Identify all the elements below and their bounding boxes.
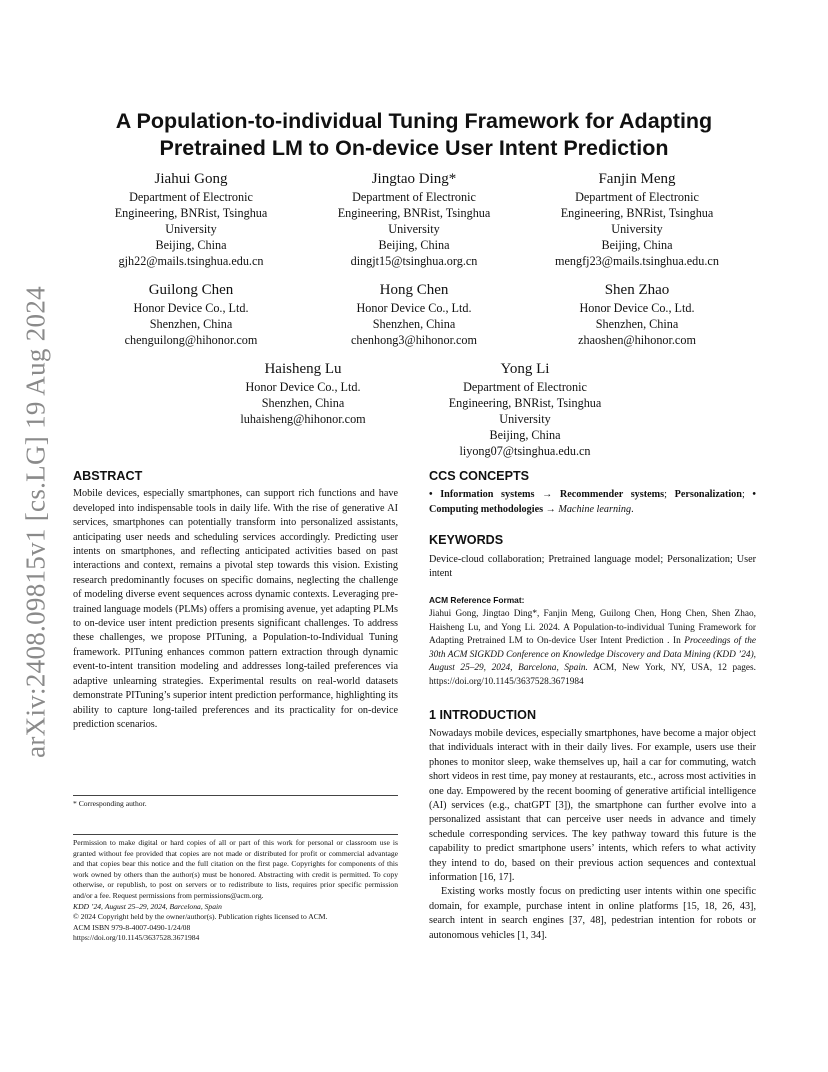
author-block (200, 360, 406, 427)
author-email[interactable]: mengfj23@mails.tsinghua.edu.cn (555, 254, 719, 268)
author-affiliation: Honor Device Co., Ltd. (245, 380, 361, 394)
author-block (88, 281, 294, 348)
author-affiliation: Department of Electronic (352, 190, 476, 204)
author-affiliation: University (499, 412, 551, 426)
right-column (429, 469, 756, 943)
isbn: ACM ISBN 979-8-4007-0490-1/24/08 (73, 922, 191, 932)
keywords-text: Device-cloud collaboration; Pretrained language model; Personalization; User intent (429, 553, 756, 580)
author-affiliation: Engineering, BNRist, Tsinghua (337, 206, 491, 220)
reference-format (429, 594, 756, 689)
ccs-item: Information systems (440, 489, 535, 501)
author-affiliation: Honor Device Co., Ltd. (356, 301, 472, 315)
reference-authors: Jiahui Gong, Jingtao Ding*, Fanjin Meng, Guilong Chen, Hong Chen, Shen Zhao, Haisheng Lu, and Yong Li. 2024. A Population-to-individual Tuning Framework for Adapting Pretrained LM to On-device User Intent Prediction . In (429, 609, 756, 647)
arxiv-identifier[interactable]: arXiv:2408.09815v1 [cs.LG] 19 Aug 2024 (20, 286, 51, 758)
author-name: Haisheng Lu (264, 361, 342, 377)
author-affiliation: Department of Electronic (575, 190, 699, 204)
author-location: Beijing, China (155, 238, 227, 252)
author-affiliation: Engineering, BNRist, Tsinghua (448, 396, 602, 410)
author-affiliation: University (611, 222, 663, 236)
author-affiliation: Honor Device Co., Ltd. (133, 301, 249, 315)
author-email[interactable]: chenguilong@hihonor.com (124, 333, 258, 347)
author-affiliation: Engineering, BNRist, Tsinghua (560, 206, 714, 220)
author-email[interactable]: gjh22@mails.tsinghua.edu.cn (118, 254, 264, 268)
author-name: Jingtao Ding* (371, 171, 457, 187)
copyright-notice: © 2024 Copyright held by the owner/author(s). Publication rights licensed to ACM. (73, 912, 328, 922)
permission-block (73, 838, 398, 944)
author-affiliation: Department of Electronic (129, 190, 253, 204)
title-line-1: A Population-to-individual Tuning Framework for Adapting (115, 109, 713, 133)
author-location: Beijing, China (601, 238, 673, 252)
author-name: Fanjin Meng (598, 171, 676, 187)
introduction-paragraph: Nowadays mobile devices, especially smartphones, have become a major object that individuals interact with in their daily lives. For example, users use their phones to monitor sleep, wake themselves up, hail a car for commuting, watch short videos in rest time, pay money at restaurants, etc., across most activities in one day. Empowered by the recent booming of generative artificial intelligence (AI) services (e.g., chatGPT [3]), the smartphone can further evolve into a personalized assistant that can perceive user needs in advance and timely schedule corresponding services. The key pathway toward this future is the capability to predict smartphone users’ intents, which refers to what activity they intend to do, based on their previous action sequences and contextual information [16, 17]. (429, 728, 756, 884)
reference-format-heading: ACM Reference Format: (429, 595, 525, 606)
introduction-heading: 1 INTRODUCTION (429, 707, 537, 722)
ccs-heading: CCS CONCEPTS (429, 469, 530, 483)
author-name: Hong Chen (379, 282, 449, 298)
reference-tail: ACM, New York, NY, USA, 12 pages. https://doi.org/10.1145/3637528.3671984 (429, 663, 756, 687)
author-affiliation: Department of Electronic (463, 380, 587, 394)
author-block (311, 281, 517, 348)
ccs-concepts: • Information systems → Recommender systems; Personalization; • Computing methodologies → Machine learning. (429, 489, 756, 515)
doi-link[interactable]: https://doi.org/10.1145/3637528.3671984 (73, 933, 200, 943)
author-location: Beijing, China (378, 238, 450, 252)
author-block (311, 170, 517, 269)
author-email[interactable]: liyong07@tsinghua.edu.cn (459, 444, 591, 458)
keywords-heading: KEYWORDS (429, 533, 504, 548)
author-block (534, 170, 740, 269)
author-location: Beijing, China (489, 428, 561, 442)
ccs-item: Personalization (674, 489, 742, 501)
paper-title (60, 108, 768, 162)
author-affiliation: University (165, 222, 217, 236)
ccs-item: Recommender systems (559, 489, 665, 501)
arrow-icon: → (542, 489, 553, 501)
author-block (88, 170, 294, 269)
author-affiliation: Engineering, BNRist, Tsinghua (114, 206, 268, 220)
author-email[interactable]: dingjt15@tsinghua.org.cn (350, 254, 478, 268)
author-name: Guilong Chen (148, 282, 234, 298)
arxiv-sidebar (8, 282, 64, 762)
reference-venue: Proceedings of the 30th ACM SIGKDD Conference on Knowledge Discovery and Data Mining (KDD ’24), August 25–29, 2024, Barcelona, Spain. (429, 636, 756, 674)
permission-rule (73, 834, 398, 835)
author-block (422, 360, 628, 459)
ccs-item: Computing methodologies (429, 503, 544, 515)
ccs-item: Machine learning (558, 503, 632, 515)
author-location: Shenzhen, China (595, 317, 679, 331)
footnote: * Corresponding author. (73, 799, 147, 808)
abstract-text: Mobile devices, especially smartphones, can support rich functions and have developed into indispensable tools in daily life. With the rise of generative AI services, smartphones can potentially transform into personalized assistants, anticipating user needs and scheduling services accordingly. Predicting user intents on smartphones, and reflecting anticipated activities based on past interactions and context, remains a pivotal step towards this vision. Existing research predominantly focuses on specific domains, neglecting the challenge of modeling diverse event sequences across dynamic contexts. Leveraging pre-trained language models (PLMs) offers a promising avenue, yet adapting PLMs to on-device user intent prediction presents significant challenges. To address these challenges, we propose PITuning, a Population-to-Individual Tuning framework. PITuning enhances common pattern extraction through dynamic event-to-intent transition modeling and addresses long-tailed preferences via adaptive unlearning strategies. Experimental results on real-world datasets demonstrate PITuning’s superior intent prediction performance, highlighting its ability to capture long-tailed preferences and its practicality for on-device prediction scenarios. (73, 488, 398, 730)
author-email[interactable]: zhaoshen@hihonor.com (578, 333, 696, 347)
abstract-section (73, 469, 398, 732)
author-location: Shenzhen, China (372, 317, 456, 331)
title-line-2: Pretrained LM to On-device User Intent Prediction (159, 136, 669, 160)
author-location: Shenzhen, China (261, 396, 345, 410)
author-email[interactable]: chenhong3@hihonor.com (351, 333, 477, 347)
footnote-rule (73, 795, 398, 796)
permission-text: Permission to make digital or hard copies of all or part of this work for personal or classroom use is granted without fee provided that copies are not made or distributed for profit or commercial advantage and that copies bear this notice and the full citation on the first page. Copyrights for components of this work owned by others than the author(s) must be honored. Abstracting with credit is permitted. To copy otherwise, or republish, to post on servers or to redistribute to lists, requires prior specific permission and/or a fee. Request permissions from permissions@acm.org. (73, 838, 398, 900)
conference-venue: KDD ’24, August 25–29, 2024, Barcelona, Spain (73, 901, 222, 911)
abstract-heading: ABSTRACT (73, 469, 143, 483)
author-name: Yong Li (500, 361, 550, 377)
author-name: Jiahui Gong (154, 171, 228, 187)
author-email[interactable]: luhaisheng@hihonor.com (240, 412, 366, 426)
author-name: Shen Zhao (604, 282, 670, 298)
arrow-icon: → (545, 503, 556, 515)
author-location: Shenzhen, China (149, 317, 233, 331)
author-affiliation: Honor Device Co., Ltd. (579, 301, 695, 315)
author-affiliation: University (388, 222, 440, 236)
author-block (534, 281, 740, 348)
introduction-paragraph: Existing works mostly focus on predicting user intents within one specific domain, for example, purchase intent in online platforms [15, 18, 26, 43], search intent in search engines [37, 48], pedestrian intention for robots or autonomous vehicles [1, 34]. (429, 886, 756, 941)
